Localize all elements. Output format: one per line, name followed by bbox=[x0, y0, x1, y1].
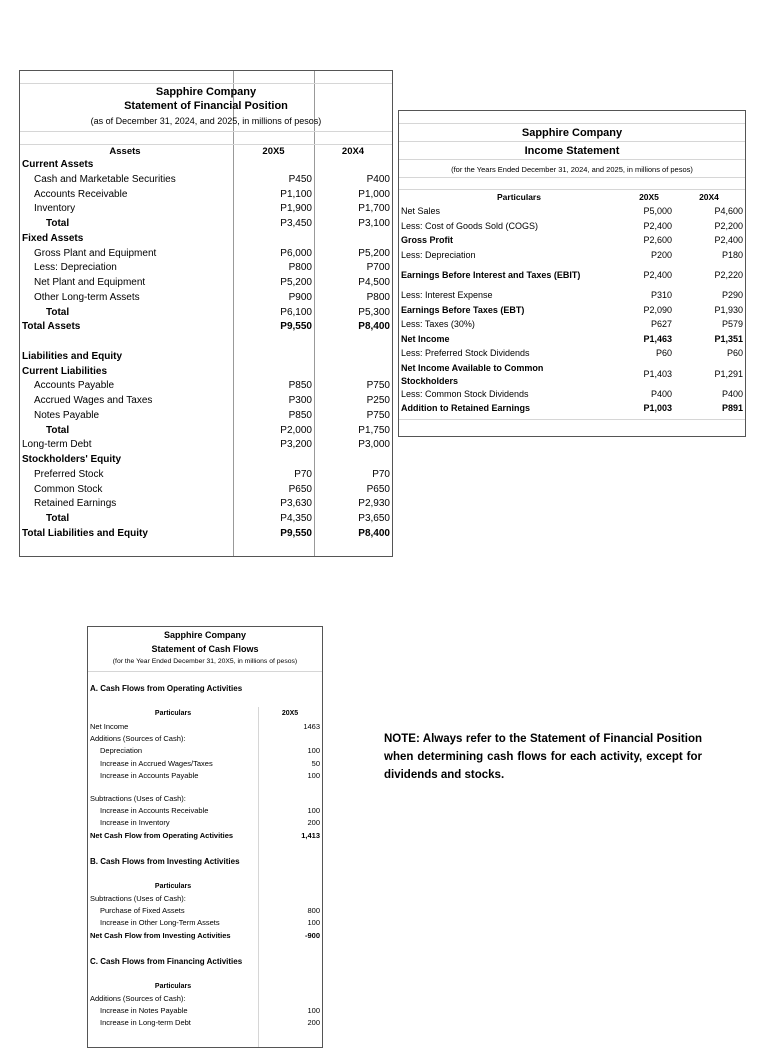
bs-row-label: Accounts Receivable bbox=[34, 188, 128, 200]
gridline bbox=[20, 83, 392, 84]
bs-row-label: Preferred Stock bbox=[34, 468, 104, 480]
is-col-label: Particulars bbox=[497, 192, 541, 202]
is-row-value-20x4: P2,200 bbox=[714, 220, 743, 231]
is-row-label: Earnings Before Taxes (EBT) bbox=[401, 304, 525, 315]
cf-row-value: -900 bbox=[304, 930, 320, 940]
is-row-label: Addition to Retained Earnings bbox=[401, 403, 531, 413]
bs-row-value-20x4: P400 bbox=[366, 173, 390, 185]
cf-row-label: Net Cash Flow from Investing Activities bbox=[90, 930, 231, 940]
gridline bbox=[399, 159, 745, 160]
is-row-value-20x5: P310 bbox=[650, 290, 672, 300]
is-row-value-20x4: P180 bbox=[721, 249, 743, 260]
gridline bbox=[20, 144, 392, 145]
bs-row-value-20x4: P700 bbox=[366, 262, 390, 274]
is-row-value-20x4: P4,600 bbox=[714, 206, 743, 216]
bs-row-label: Cash and Marketable Securities bbox=[34, 173, 176, 185]
cf-row-label: Subtractions (Uses of Cash): bbox=[90, 794, 186, 803]
statement-of-cash-flows bbox=[87, 626, 323, 1048]
cf-particulars-header: Particulars bbox=[154, 710, 192, 717]
bs-row-value-20x4: P4,500 bbox=[358, 277, 390, 288]
bs-col-20x5: 20X5 bbox=[262, 146, 285, 157]
is-row-value-20x4: P891 bbox=[721, 403, 743, 413]
is-row-label: Net Income Available to Common bbox=[401, 362, 544, 373]
is-row-value-20x4: P2,400 bbox=[714, 235, 743, 245]
bs-company: Sapphire Company bbox=[155, 86, 257, 98]
cf-row-value: 1463 bbox=[303, 722, 320, 731]
bs-row-value-20x4: P8,400 bbox=[358, 321, 390, 333]
cf-section-b-heading: B. Cash Flows from Investing Activities bbox=[90, 857, 240, 866]
bs-row-label: Current Assets bbox=[22, 159, 94, 170]
bs-row-value-20x4: P750 bbox=[366, 409, 390, 421]
cf-section-a-heading: A. Cash Flows from Operating Activities bbox=[90, 684, 243, 693]
bs-row-value-20x4: P70 bbox=[372, 468, 390, 480]
is-row-label: Less: Cost of Goods Sold (COGS) bbox=[401, 220, 539, 231]
cf-subtitle: (for the Year Ended December 31, 20X5, in millions of pesos) bbox=[112, 658, 298, 665]
bs-row-label: Stockholders' Equity bbox=[22, 454, 122, 465]
bs-row-label: Total Liabilities and Equity bbox=[22, 527, 148, 539]
cf-row-value: 800 bbox=[307, 906, 320, 916]
cf-row-value: 50 bbox=[311, 758, 320, 768]
bs-row-label: Accrued Wages and Taxes bbox=[34, 395, 153, 406]
bs-col-20x4: 20X4 bbox=[341, 146, 365, 157]
gridline bbox=[399, 123, 745, 124]
bs-row-label: Notes Payable bbox=[34, 409, 100, 421]
cf-row-label: Additions (Sources of Cash): bbox=[90, 994, 186, 1003]
is-row-value-20x5: P2,400 bbox=[643, 270, 672, 280]
bs-row-value-20x5: P300 bbox=[288, 395, 312, 406]
cf-row-value: 100 bbox=[307, 918, 320, 928]
cf-row-value: 200 bbox=[307, 1018, 320, 1028]
cf-row-value: 100 bbox=[307, 806, 320, 816]
is-row-label: Less: Interest Expense bbox=[401, 290, 493, 300]
bs-row-value-20x5: P800 bbox=[288, 262, 312, 274]
cf-row-value: 100 bbox=[307, 746, 320, 756]
bs-row-value-20x5: P2,000 bbox=[280, 424, 312, 436]
cf-section-c-heading: C. Cash Flows from Financing Activities bbox=[90, 957, 243, 966]
gridline bbox=[399, 141, 745, 142]
is-row-label: Earnings Before Interest and Taxes (EBIT) bbox=[401, 270, 581, 280]
is-row-value-20x5: P627 bbox=[650, 319, 672, 329]
bs-row-label: Inventory bbox=[34, 203, 76, 215]
bs-row-value-20x4: P3,000 bbox=[358, 439, 390, 451]
bs-row-value-20x4: P3,100 bbox=[358, 218, 390, 229]
is-row-label: Less: Common Stock Dividends bbox=[401, 388, 529, 399]
is-title: Income Statement bbox=[524, 145, 620, 157]
cf-row-label: Increase in Accounts Receivable bbox=[100, 806, 209, 816]
bs-row-label: Other Long-term Assets bbox=[34, 291, 140, 303]
bs-row-value-20x5: P9,550 bbox=[280, 321, 312, 333]
cf-row-label: Increase in Accounts Payable bbox=[100, 770, 199, 780]
bs-row-value-20x5: P5,200 bbox=[280, 277, 312, 288]
cf-row-label: Net Income bbox=[90, 722, 129, 731]
bs-row-value-20x5: P6,100 bbox=[280, 306, 312, 318]
cf-row-label: Increase in Inventory bbox=[100, 818, 170, 828]
is-row-value-20x5: P200 bbox=[650, 249, 672, 260]
bs-row-label: Current Liabilities bbox=[22, 365, 108, 377]
is-row-value-20x4: P1,930 bbox=[714, 304, 743, 315]
is-row-value-20x5: P60 bbox=[655, 348, 672, 358]
is-row-value-20x5: P2,400 bbox=[643, 220, 672, 231]
is-col-20x4: 20X4 bbox=[699, 192, 719, 202]
is-row-value-20x4: P290 bbox=[721, 290, 743, 300]
gridline bbox=[399, 189, 745, 190]
bs-row-value-20x4: P8,400 bbox=[358, 527, 390, 539]
statement-of-financial-position bbox=[19, 70, 393, 557]
bs-row-value-20x5: P850 bbox=[288, 409, 312, 421]
bs-row-value-20x5: P9,550 bbox=[280, 527, 312, 539]
income-statement bbox=[398, 110, 746, 437]
bs-row-value-20x5: P3,630 bbox=[280, 498, 312, 510]
column-divider bbox=[258, 707, 259, 1047]
is-row-label-cont: Stockholders bbox=[401, 375, 459, 386]
cf-row-label: Increase in Other Long-Term Assets bbox=[100, 918, 220, 928]
bs-row-value-20x5: P3,450 bbox=[280, 218, 312, 229]
bs-row-value-20x5: P1,100 bbox=[280, 188, 312, 200]
cf-company: Sapphire Company bbox=[163, 630, 246, 640]
note-text: NOTE: Always refer to the Statement of Financial Position when determining cash flows for each activity, except for dividends and stocks. bbox=[384, 733, 702, 781]
cf-row-label: Net Cash Flow from Operating Activities bbox=[90, 830, 234, 840]
is-row-label: Less: Preferred Stock Dividends bbox=[401, 348, 530, 358]
cf-row-label: Purchase of Fixed Assets bbox=[100, 906, 185, 916]
bs-row-label: Total bbox=[46, 424, 70, 436]
bs-row-label: Net Plant and Equipment bbox=[34, 277, 146, 288]
bs-row-label: Common Stock bbox=[34, 483, 103, 495]
is-row-value-20x4: P1,351 bbox=[714, 333, 743, 344]
bs-row-value-20x5: P3,200 bbox=[280, 439, 312, 451]
is-row-value-20x4: P60 bbox=[726, 348, 743, 358]
is-row-value-20x5: P1,463 bbox=[643, 333, 672, 344]
cf-row-label: Increase in Long-term Debt bbox=[100, 1018, 191, 1028]
bs-subtitle: (as of December 31, 2024, and 2025, in millions of pesos) bbox=[90, 116, 322, 126]
bs-row-label: Total bbox=[46, 306, 70, 318]
cf-row-label: Depreciation bbox=[100, 746, 143, 756]
cf-particulars-header: Particulars bbox=[154, 883, 192, 890]
is-row-value-20x5: P2,090 bbox=[643, 304, 672, 315]
bs-row-label: Total bbox=[46, 513, 70, 524]
cf-row-label: Additions (Sources of Cash): bbox=[90, 734, 186, 744]
bs-row-value-20x4: P2,930 bbox=[358, 498, 390, 510]
is-row-label: Net Income bbox=[401, 333, 450, 344]
bs-row-label: Accounts Payable bbox=[34, 380, 115, 392]
bs-row-value-20x5: P70 bbox=[294, 468, 312, 480]
gridline bbox=[399, 419, 745, 420]
bs-title: Statement of Financial Position bbox=[124, 100, 288, 112]
bs-row-value-20x4: P5,200 bbox=[358, 247, 390, 259]
is-row-value-20x5: P1,403 bbox=[643, 368, 672, 379]
is-subtitle: (for the Years Ended December 31, 2024, and 2025, in millions of pesos) bbox=[451, 165, 693, 174]
bs-row-label: Gross Plant and Equipment bbox=[34, 247, 157, 259]
is-row-label: Gross Profit bbox=[401, 235, 454, 245]
bs-row-value-20x5: P850 bbox=[288, 380, 312, 392]
bs-col-label: Assets bbox=[109, 146, 141, 157]
is-row-value-20x4: P1,291 bbox=[714, 368, 743, 379]
bs-row-label: Less: Depreciation bbox=[34, 262, 117, 274]
cf-row-label: Subtractions (Uses of Cash): bbox=[90, 894, 186, 903]
is-row-label: Net Sales bbox=[401, 206, 441, 216]
is-row-value-20x4: P400 bbox=[721, 388, 743, 399]
bs-row-value-20x5: P6,000 bbox=[280, 247, 312, 259]
cf-row-value: 1,413 bbox=[301, 830, 320, 840]
bs-row-value-20x5: P450 bbox=[288, 173, 312, 185]
is-row-label: Less: Taxes (30%) bbox=[401, 319, 475, 329]
bs-row-value-20x4: P250 bbox=[366, 395, 390, 406]
cf-row-label: Increase in Accrued Wages/Taxes bbox=[100, 758, 213, 768]
is-row-value-20x5: P400 bbox=[650, 388, 672, 399]
bs-row-value-20x5: P650 bbox=[288, 483, 312, 495]
bs-row-label: Retained Earnings bbox=[34, 498, 117, 510]
cf-row-label: Increase in Notes Payable bbox=[100, 1006, 188, 1016]
bs-row-value-20x4: P800 bbox=[366, 291, 390, 303]
is-row-value-20x5: P2,600 bbox=[643, 235, 672, 245]
cf-row-value: 100 bbox=[307, 1006, 320, 1016]
bs-row-label: Total bbox=[46, 218, 70, 229]
is-company: Sapphire Company bbox=[521, 127, 623, 139]
cf-title: Statement of Cash Flows bbox=[151, 644, 259, 654]
cf-col-20x5: 20X5 bbox=[281, 710, 299, 717]
is-row-value-20x4: P579 bbox=[721, 319, 743, 329]
is-row-value-20x4: P2,220 bbox=[714, 270, 743, 280]
gridline bbox=[399, 177, 745, 178]
is-row-value-20x5: P1,003 bbox=[643, 403, 672, 413]
cf-row-value: 200 bbox=[307, 818, 320, 828]
bs-row-value-20x4: P750 bbox=[366, 380, 390, 392]
bs-row-label: Fixed Assets bbox=[22, 232, 84, 244]
bs-row-value-20x4: P3,650 bbox=[358, 513, 390, 524]
bs-row-value-20x4: P1,000 bbox=[358, 188, 390, 200]
bs-row-value-20x4: P650 bbox=[366, 483, 390, 495]
bs-row-value-20x5: P1,900 bbox=[280, 203, 312, 215]
is-row-label: Less: Depreciation bbox=[401, 249, 476, 260]
bs-row-value-20x4: P5,300 bbox=[358, 306, 390, 318]
gridline bbox=[20, 131, 392, 132]
bs-row-value-20x5: P4,350 bbox=[280, 513, 312, 524]
bs-row-value-20x4: P1,700 bbox=[358, 203, 390, 215]
is-row-value-20x5: P5,000 bbox=[643, 206, 672, 216]
cf-particulars-header: Particulars bbox=[154, 983, 192, 990]
is-col-20x5: 20X5 bbox=[639, 192, 659, 202]
bs-row-value-20x5: P900 bbox=[288, 291, 312, 303]
cf-row-value: 100 bbox=[307, 770, 320, 780]
bs-row-label: Long-term Debt bbox=[22, 439, 92, 451]
gridline bbox=[88, 671, 322, 672]
bs-row-label: Liabilities and Equity bbox=[22, 350, 123, 362]
bs-row-value-20x4: P1,750 bbox=[358, 424, 390, 436]
bs-row-label: Total Assets bbox=[22, 321, 81, 333]
